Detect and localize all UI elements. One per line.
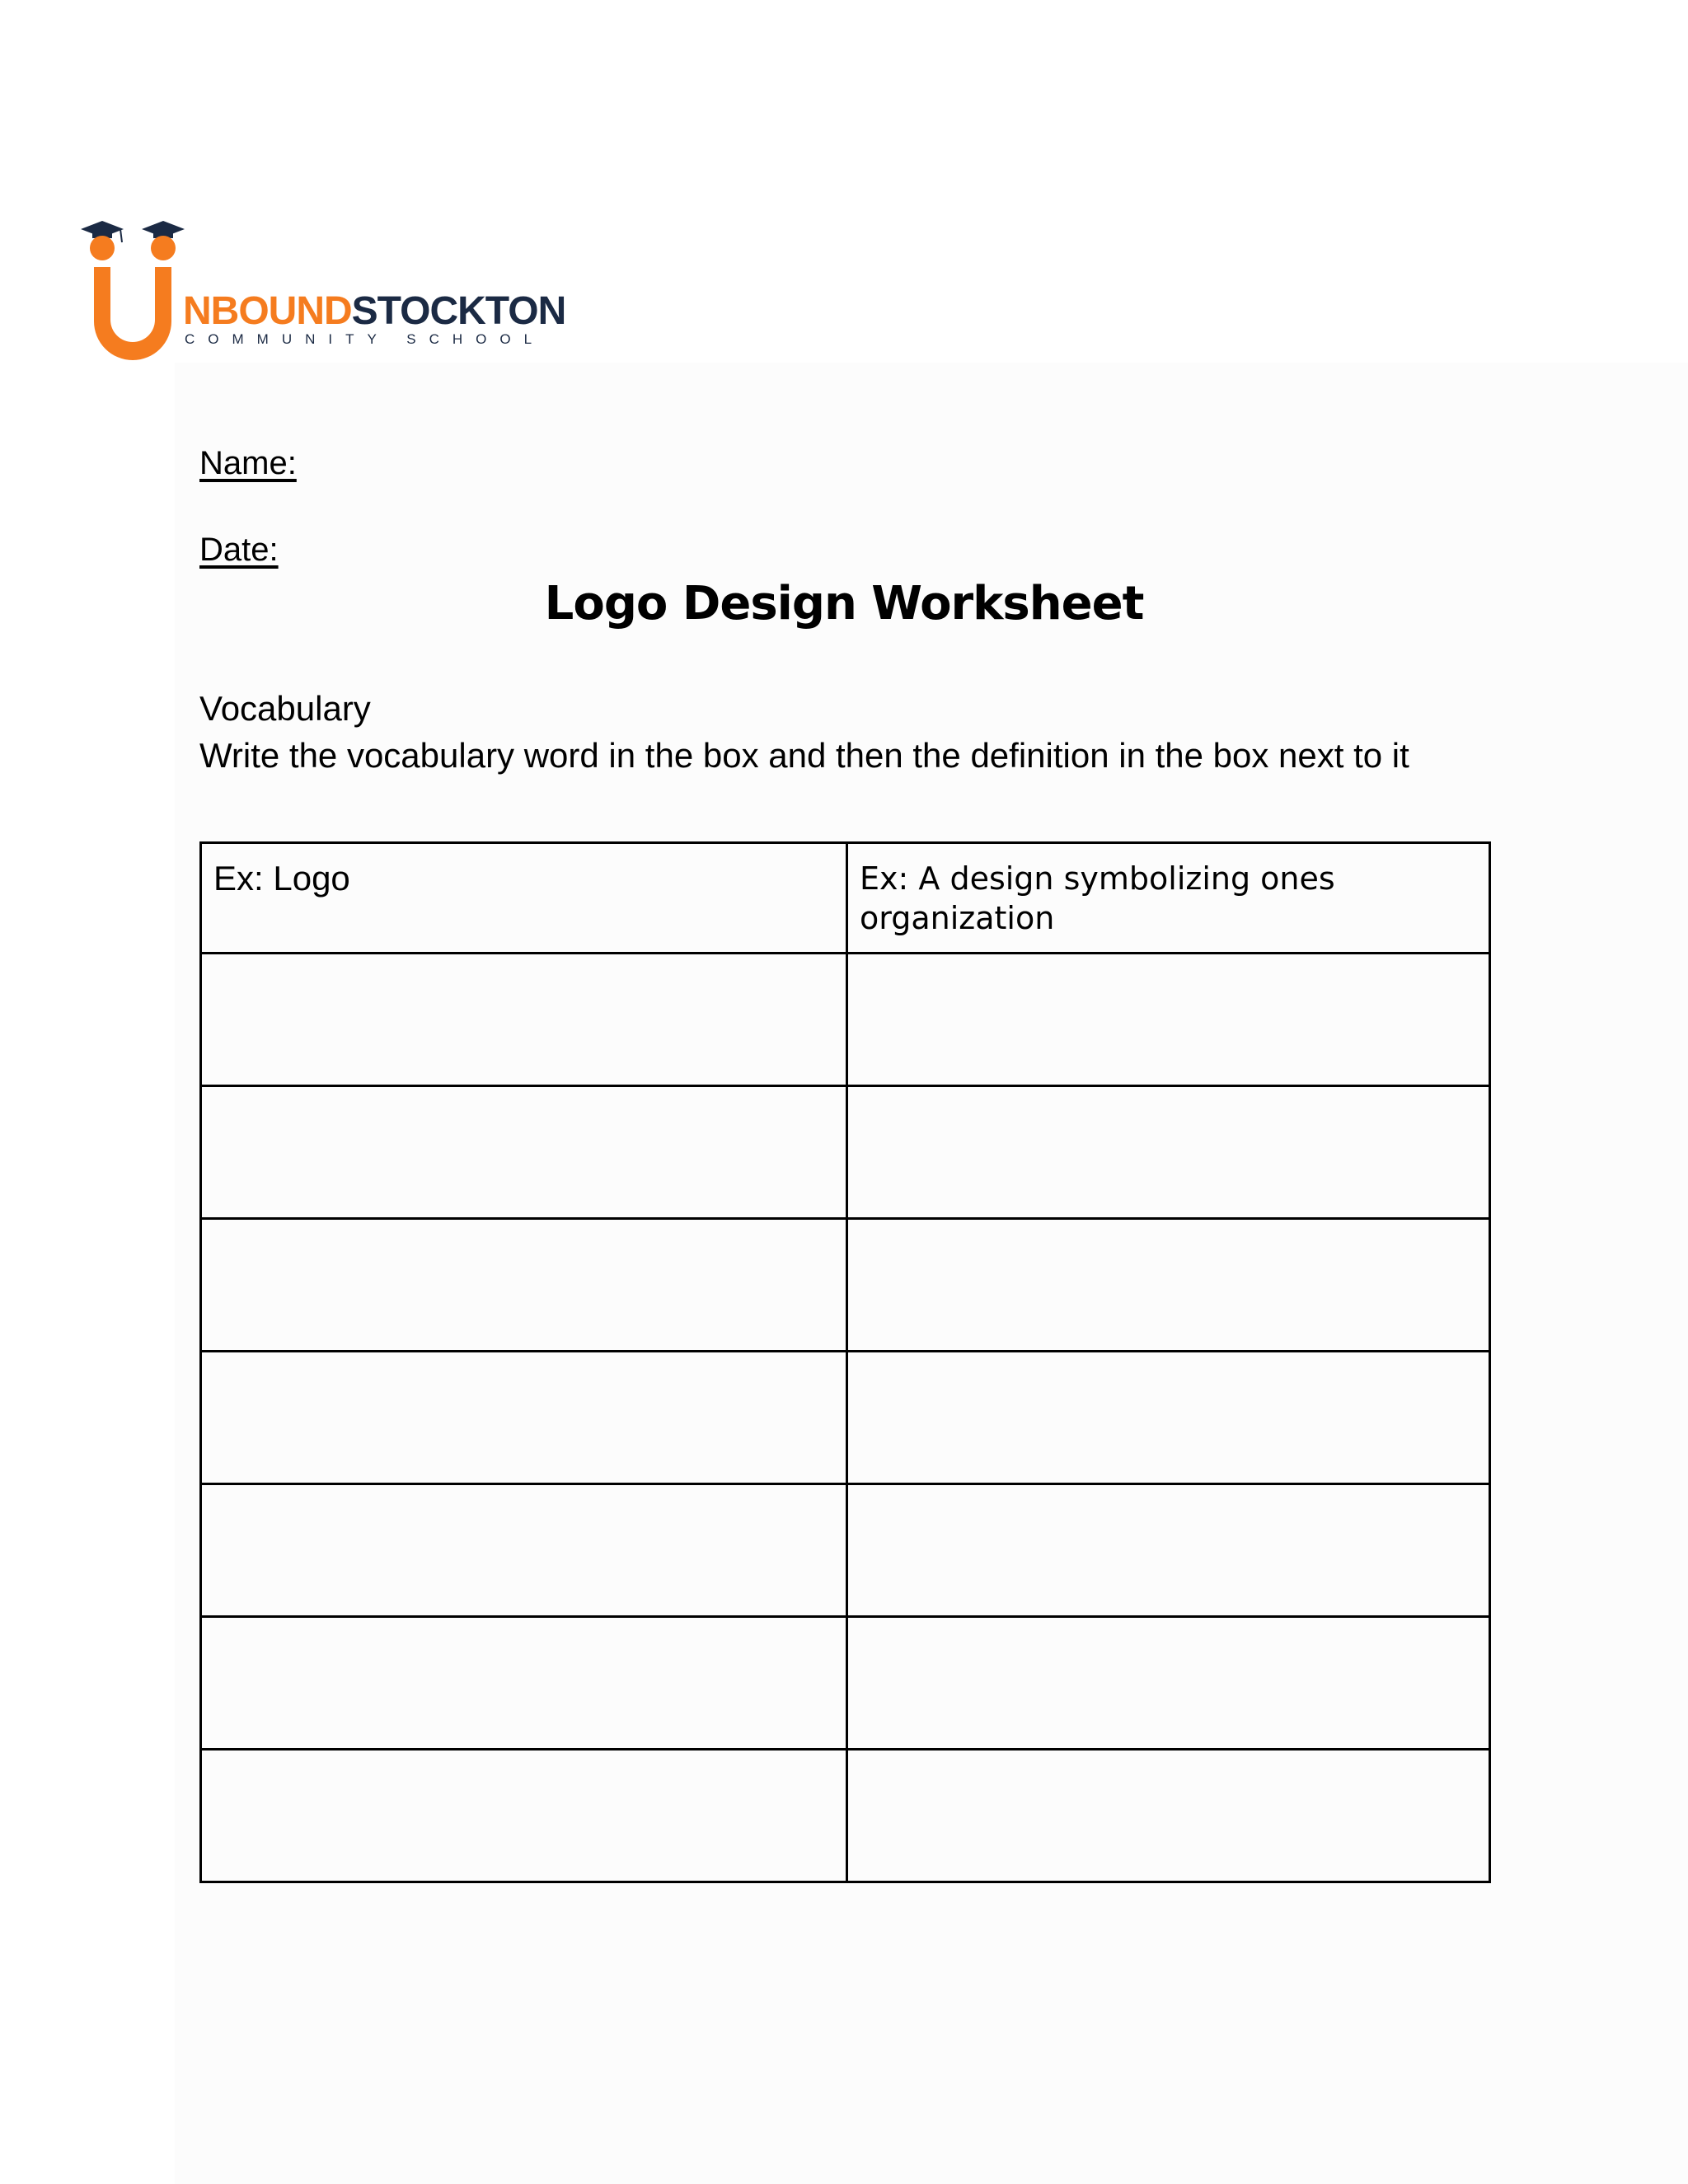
word-text [202,954,846,969]
example-word: Ex: Logo [213,859,350,898]
word-text [202,1352,846,1367]
table-row [201,1484,1490,1617]
graduation-cap-people-u-icon [79,221,186,369]
table-row [201,1352,1490,1484]
school-logo [79,221,574,377]
vocabulary-table [199,841,1491,1883]
example-definition-cell [847,843,1490,954]
definition-cell[interactable] [847,1484,1490,1617]
definition-text [848,1352,1489,1367]
word-cell[interactable] [201,1750,847,1882]
word-text [202,1618,846,1633]
definition-text [848,1750,1489,1765]
definition-text [848,1485,1489,1500]
example-definition: Ex: A design symbolizing ones organization [860,860,1335,936]
word-cell[interactable] [201,1219,847,1352]
example-row [201,843,1490,954]
definition-text [848,1220,1489,1235]
table-row [201,1617,1490,1750]
table-row [201,954,1490,1086]
logo-subtitle: COMMUNITY SCHOOL [185,331,546,347]
vocabulary-heading: Vocabulary [199,689,371,728]
word-cell[interactable] [201,1484,847,1617]
definition-cell[interactable] [847,1086,1490,1219]
definition-cell[interactable] [847,954,1490,1086]
word-text [202,1485,846,1500]
definition-cell[interactable] [847,1750,1490,1882]
table-row [201,1750,1490,1882]
definition-cell[interactable] [847,1352,1490,1484]
example-word-cell [201,843,847,954]
logo-wordmark-part1: NBOUND [183,289,352,333]
definition-cell[interactable] [847,1617,1490,1750]
definition-text [848,954,1489,969]
name-label: Name: [199,445,297,481]
worksheet-title: Logo Design Worksheet [544,577,1144,630]
table-row [201,1086,1490,1219]
word-text [202,1750,846,1765]
word-cell[interactable] [201,1352,847,1484]
vocabulary-instructions: Write the vocabulary word in the box and then the definition in the box next to it [199,736,1409,775]
logo-wordmark-part2: STOCKTON [351,289,566,333]
date-label: Date: [199,532,279,568]
word-cell[interactable] [201,1617,847,1750]
definition-cell[interactable] [847,1219,1490,1352]
word-text [202,1220,846,1235]
definition-text [848,1087,1489,1102]
word-cell[interactable] [201,954,847,1086]
table-row [201,1219,1490,1352]
word-text [202,1087,846,1102]
definition-text [848,1618,1489,1633]
logo-wordmark [183,288,565,334]
word-cell[interactable] [201,1086,847,1219]
